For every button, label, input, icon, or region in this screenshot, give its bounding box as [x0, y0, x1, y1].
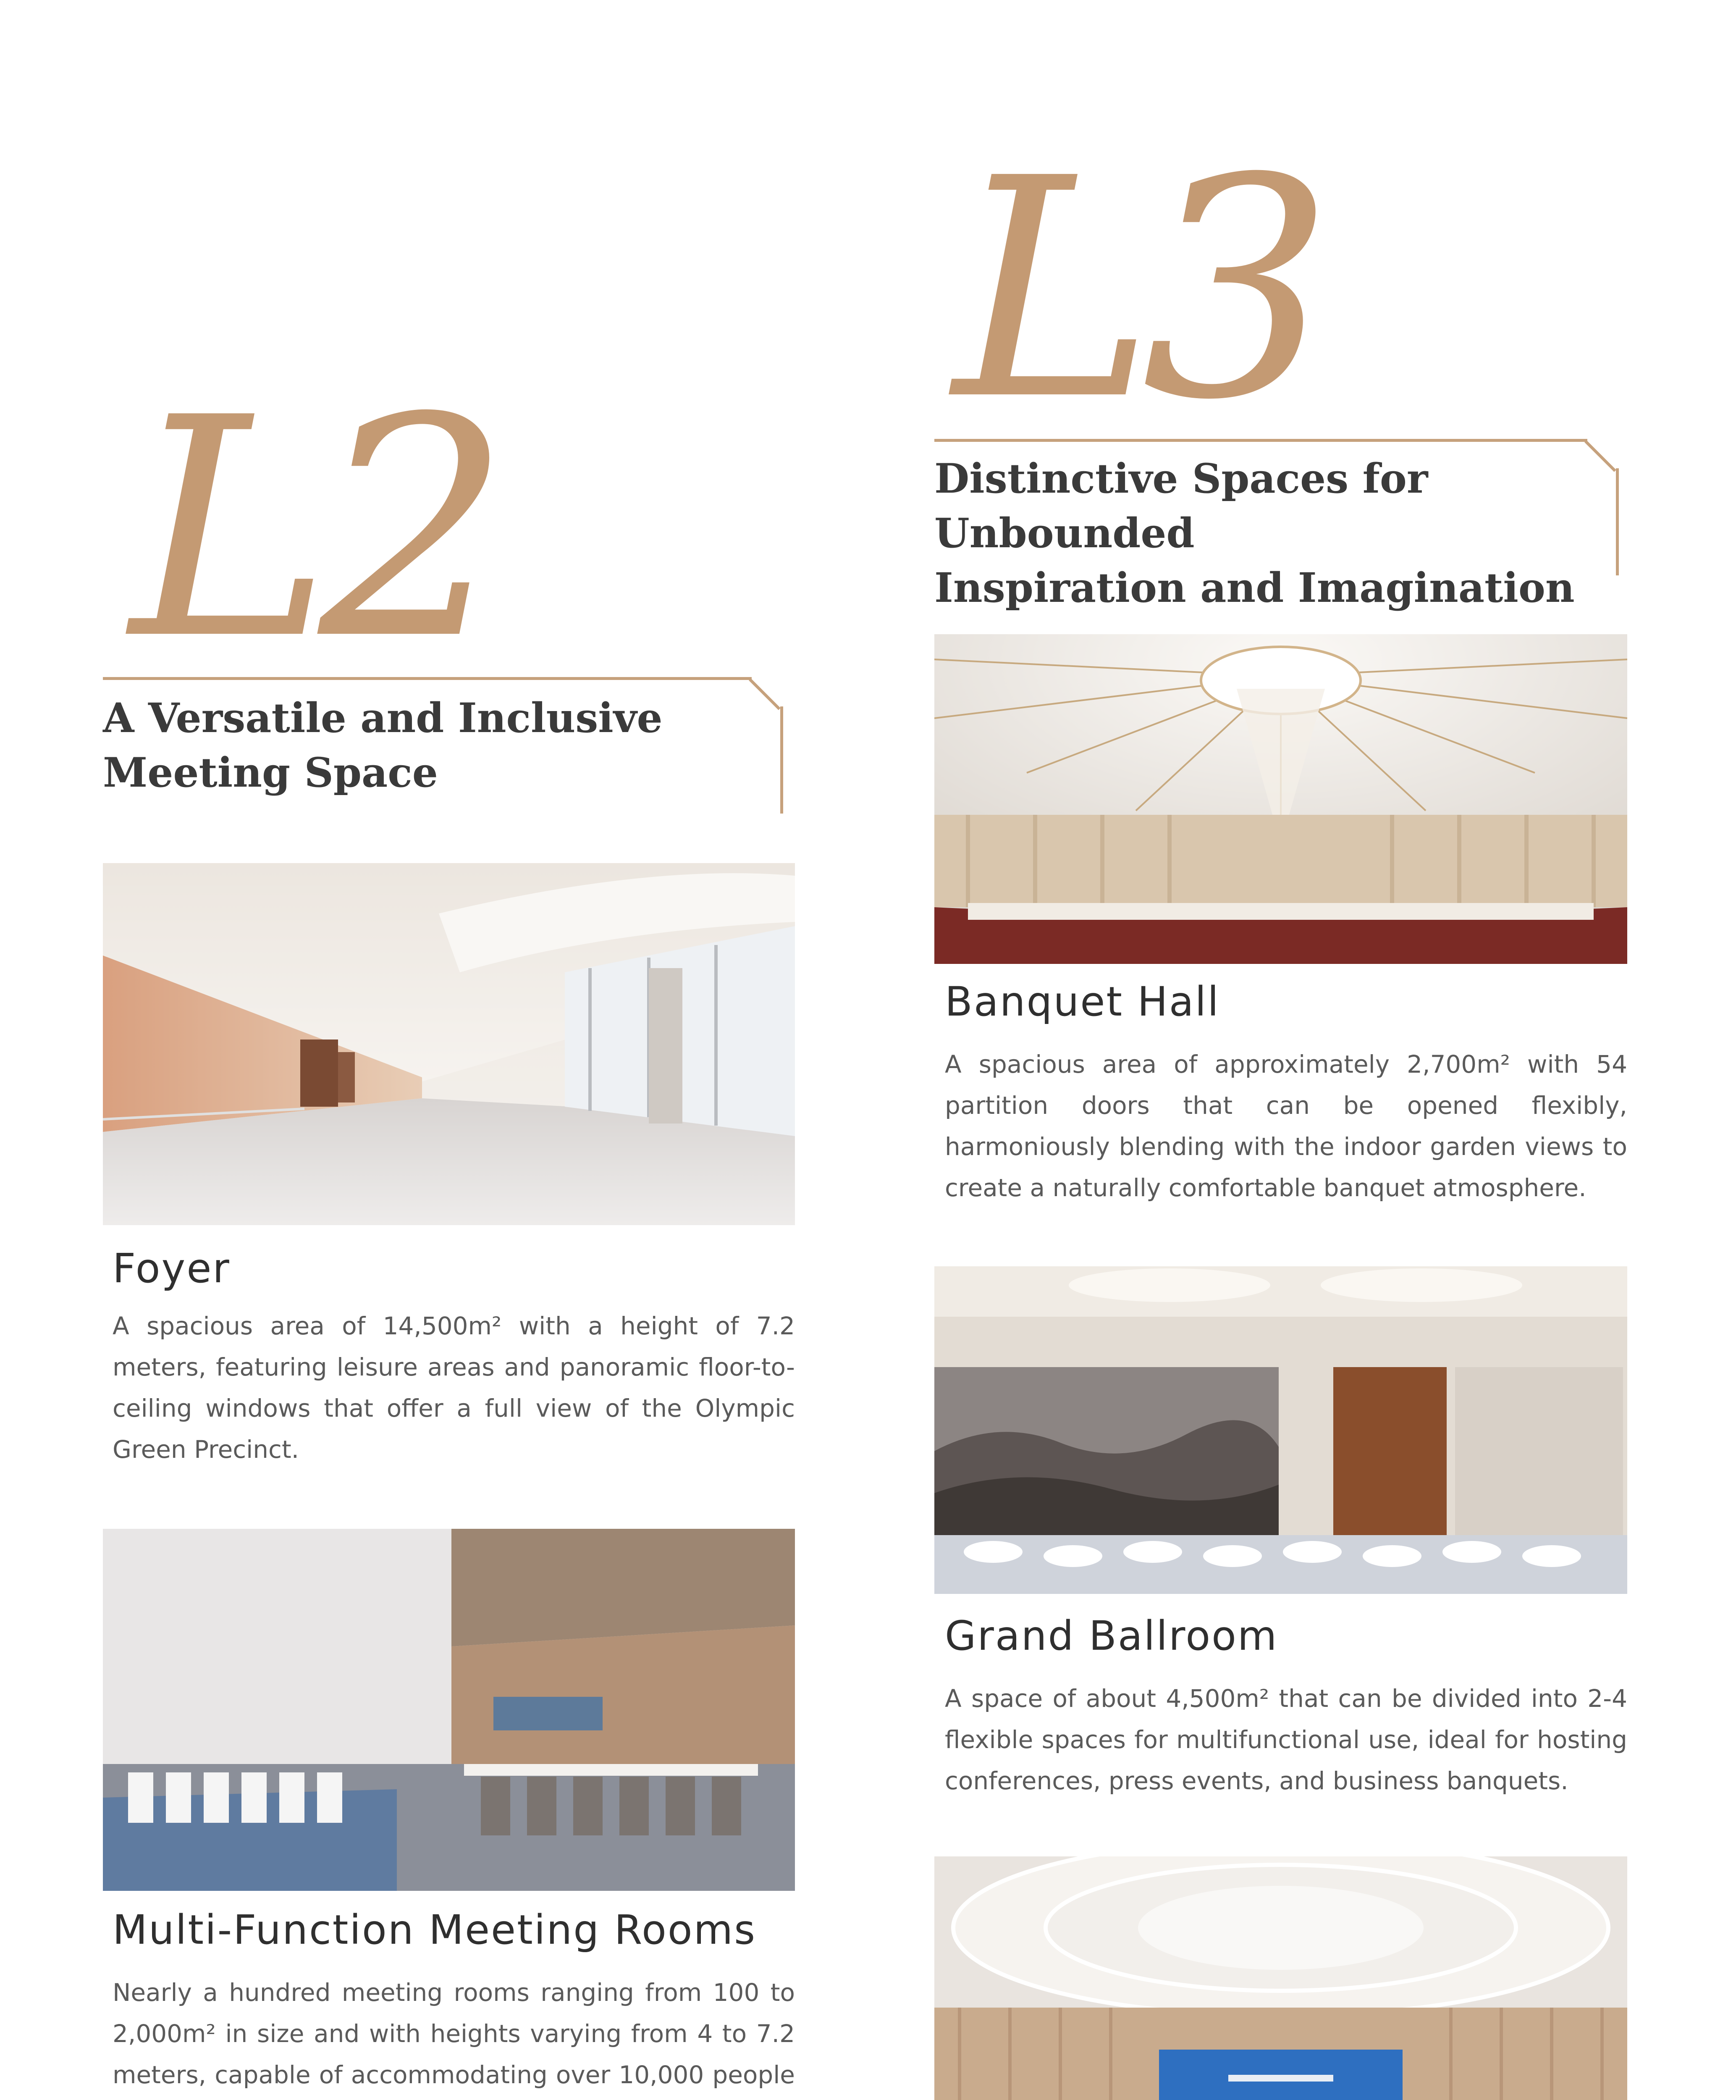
l2-divider-line	[103, 677, 752, 680]
meeting-rooms-photo	[103, 1529, 795, 1891]
banquet-hall-photo	[934, 634, 1627, 964]
l3-level-heading: L3	[953, 114, 1322, 466]
meeting-rooms-description: Nearly a hundred meeting rooms ranging from 100 to 2,000m² in size and with heights varying from 4 to 7.2 meters, capable of accommodating over 10,000 people	[113, 1978, 795, 2089]
l2-level-heading: L2	[130, 353, 498, 705]
l2-subtitle: A Versatile and Inclusive Meeting Space	[103, 694, 663, 796]
foyer-photo	[103, 863, 795, 1225]
foyer-description: A spacious area of 14,500m² with a height of 7.2 meters, featuring leisure areas and panoramic floor-to-ceiling windows that offer a full view of the Olympic Green Precinct.	[113, 1312, 795, 1464]
grand-ballroom-title: Grand Ballroom	[945, 1612, 1278, 1659]
l3-divider-vertical	[1616, 468, 1619, 575]
meeting-rooms-title: Multi-Function Meeting Rooms	[113, 1906, 757, 1953]
banquet-hall-description: A spacious area of approximately 2,700m² with 54 partition doors that can be opened flexibly, harmoniously blending with the indoor garden views to create a naturally comfortable banquet atmosphere.	[945, 1050, 1627, 1202]
foyer-title: Foyer	[113, 1245, 231, 1292]
l3-divider-line	[934, 439, 1587, 442]
l2-divider-vertical	[780, 706, 783, 814]
summit-hall-photo	[934, 1856, 1627, 2100]
l3-subtitle: Distinctive Spaces for Unbounded Inspiration and Imagination	[934, 455, 1575, 612]
grand-ballroom-photo	[934, 1266, 1627, 1594]
banquet-hall-title: Banquet Hall	[945, 978, 1220, 1025]
grand-ballroom-description: A space of about 4,500m² that can be divided into 2-4 flexible spaces for multifunctional use, ideal for hosting conferences, press events, and business banquets.	[945, 1684, 1627, 1795]
